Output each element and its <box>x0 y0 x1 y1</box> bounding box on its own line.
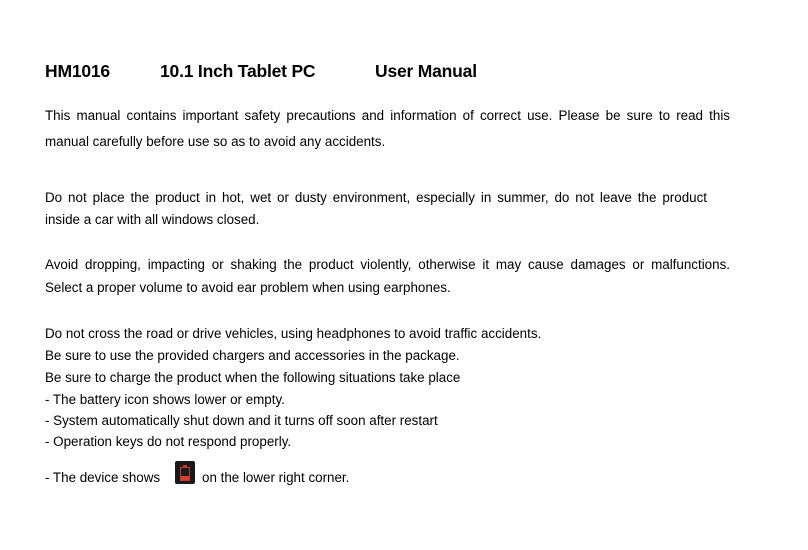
safety-line-2: Be sure to use the provided chargers and accessories in the package. <box>45 348 460 363</box>
intro-line-2: manual carefully before use so as to avoid any accidents. <box>45 134 386 149</box>
model-number: HM1016 <box>45 61 110 81</box>
list-item-battery-low: - The battery icon shows lower or empty. <box>45 392 285 407</box>
environment-line-2: inside a car with all windows closed. <box>45 212 260 227</box>
list-item-device-shows <box>45 469 445 487</box>
low-battery-icon <box>175 461 195 484</box>
intro-line-1: This manual contains important safety precautions and information of correct use. Please be sure to read this <box>45 108 730 123</box>
dropping-line-2: Select a proper volume to avoid ear problem when using earphones. <box>45 280 451 295</box>
safety-line-1: Do not cross the road or drive vehicles, using headphones to avoid traffic accidents. <box>45 326 542 341</box>
manual-title: User Manual <box>375 61 477 81</box>
product-name: 10.1 Inch Tablet PC <box>160 61 316 81</box>
document-title <box>45 61 745 85</box>
safety-line-3: Be sure to charge the product when the following situations take place <box>45 370 461 385</box>
list-item-shutdown: - System automatically shut down and it turns off soon after restart <box>45 413 438 428</box>
list-item-keys: - Operation keys do not respond properly. <box>45 434 292 449</box>
dropping-line-1: Avoid dropping, impacting or shaking the product violently, otherwise it may cause damages or malfunctions. <box>45 257 730 272</box>
environment-line-1: Do not place the product in hot, wet or dusty environment, especially in summer, do not leave the product <box>45 190 707 205</box>
lower-right-corner-text: on the lower right corner. <box>202 470 350 485</box>
device-shows-text: - The device shows <box>45 470 161 485</box>
